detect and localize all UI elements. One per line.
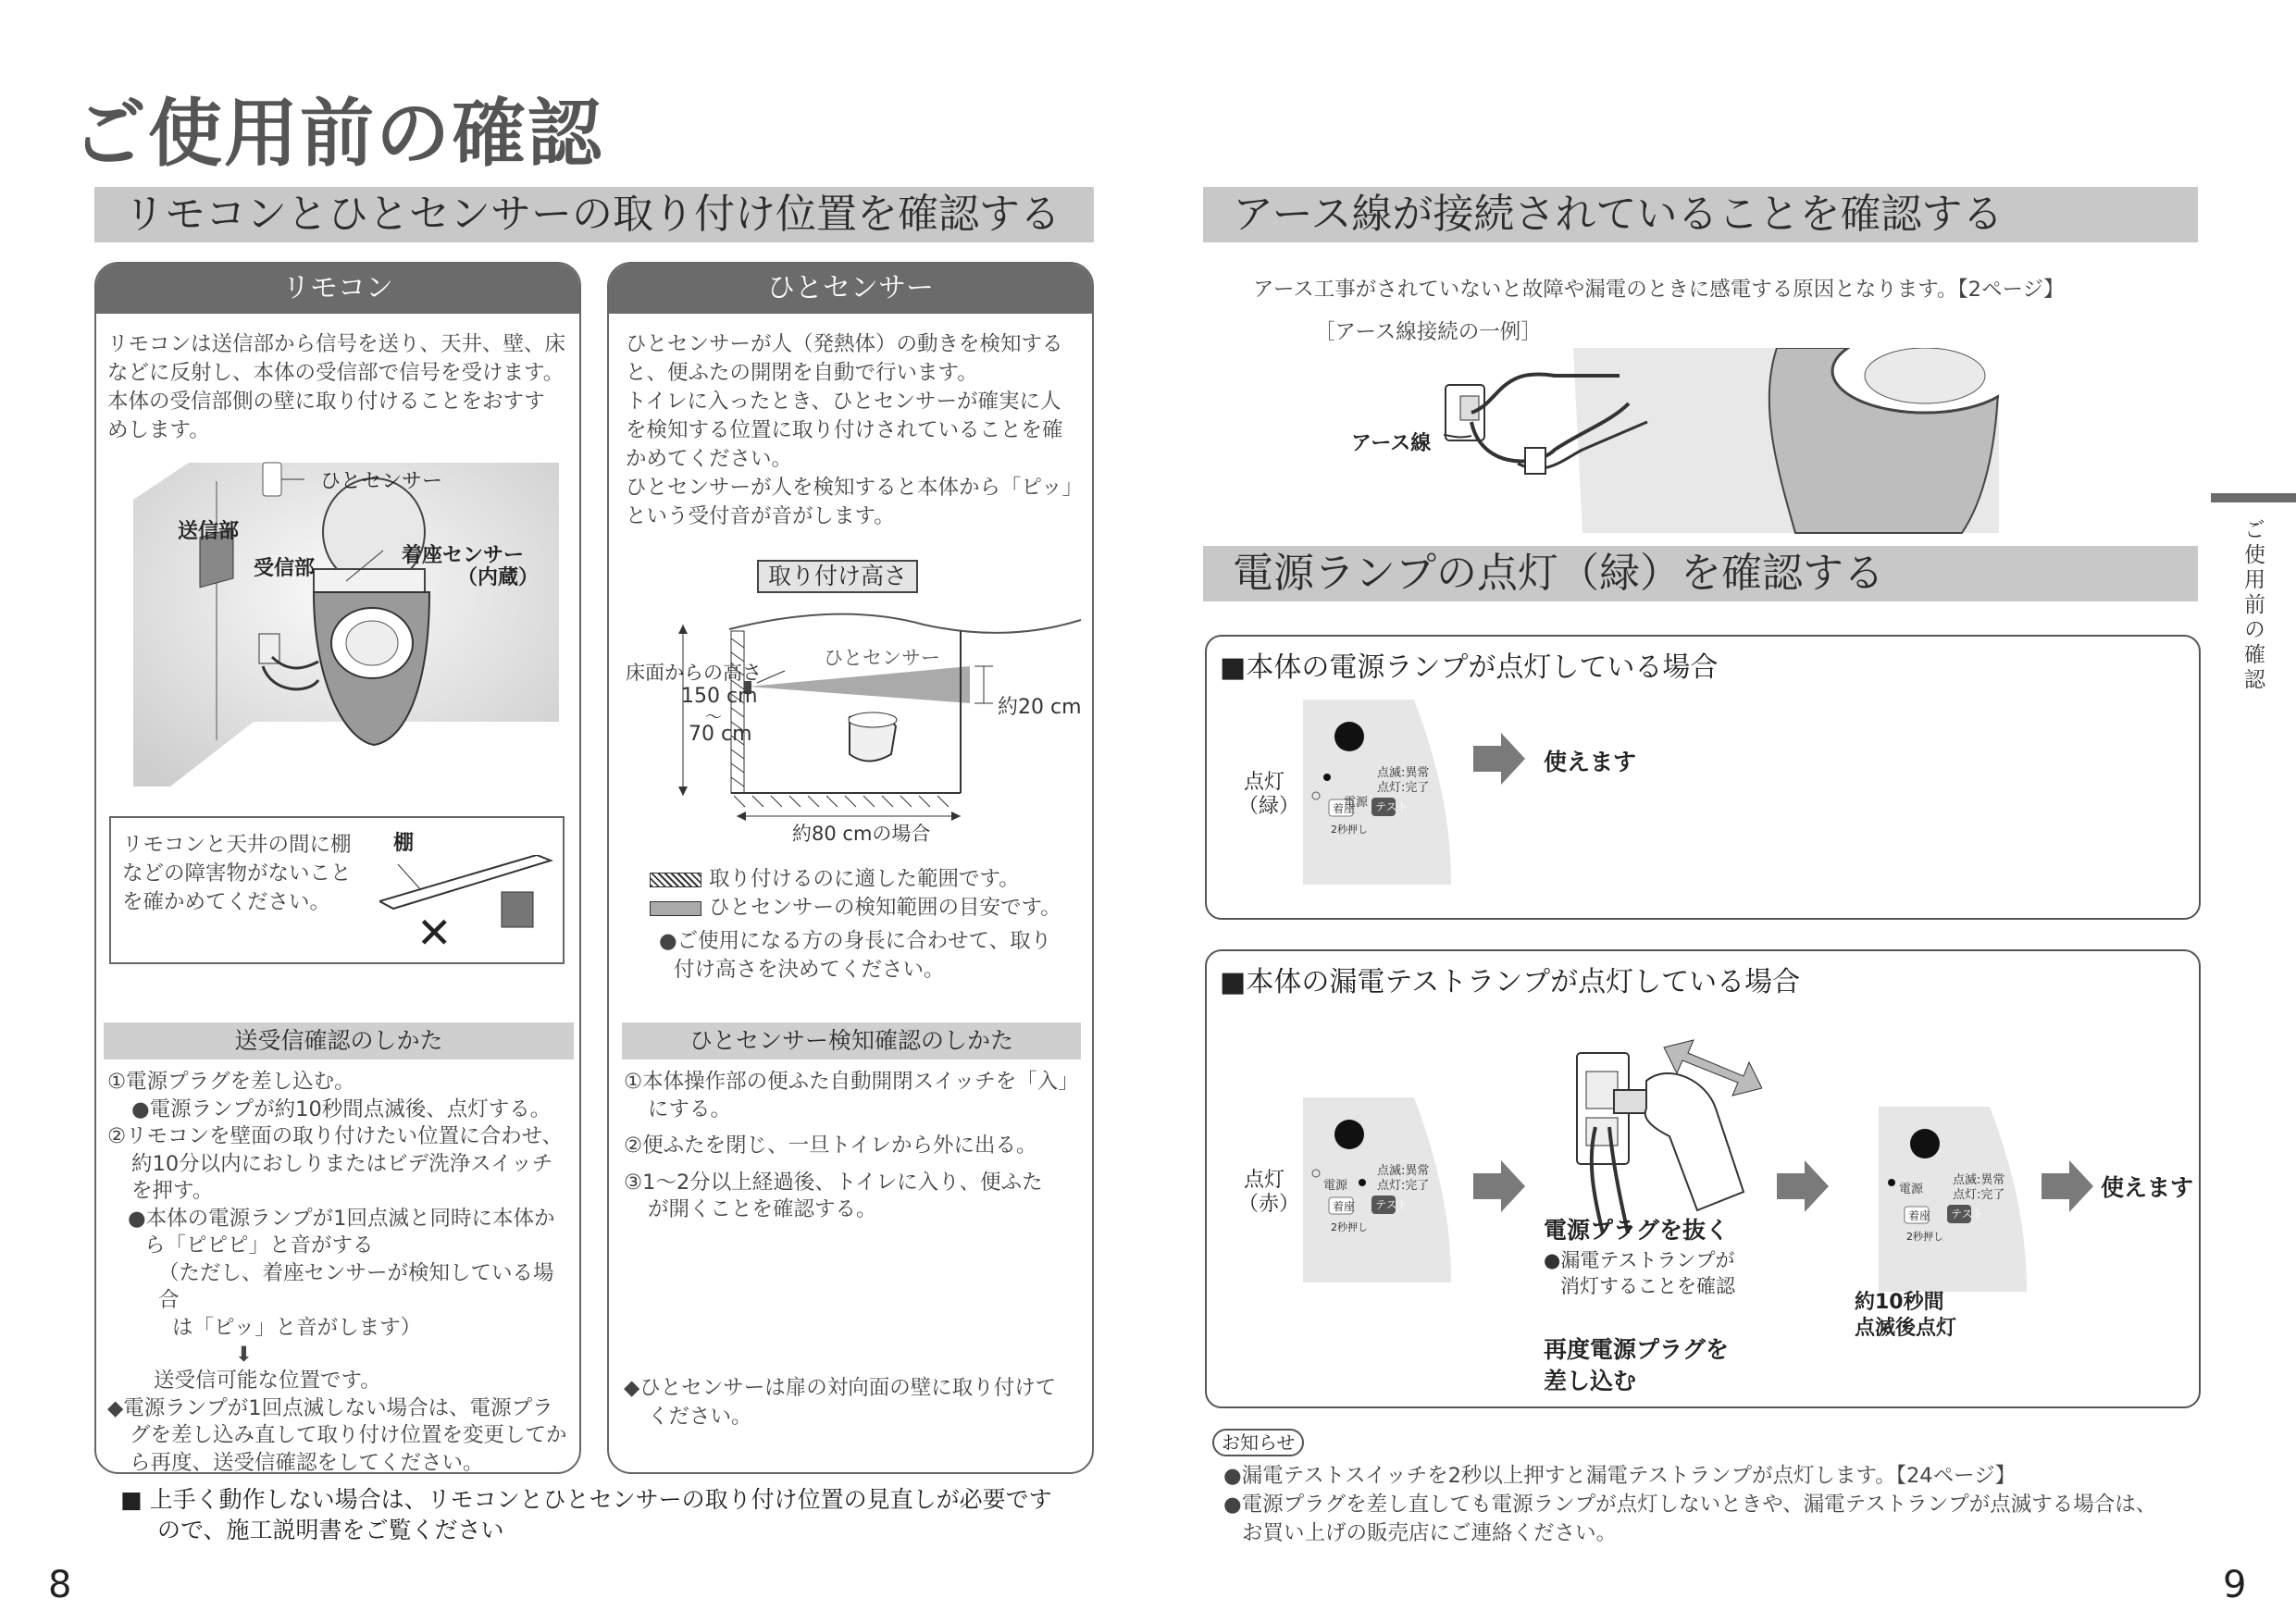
usable-result: 使えます [2101,1174,2194,1201]
legend-text: 取り付けるのに適した範囲です。 [709,867,1020,891]
panel-seat: 着座 [1333,1200,1356,1213]
earth-example-label: ［アース線接続の一例］ [1314,320,1542,344]
panel-abnormal: 点滅:異常 [1377,766,1430,780]
note-line: を確かめてください。 [122,890,331,914]
usable-result: 使えます [1544,749,1637,775]
footer-line: ので、施工説明書をご覧ください [157,1517,504,1543]
height-tilde: 〜 [705,708,722,727]
sensor-label: ひとセンサー [320,470,443,493]
leak-lamp-box-title: ■本体の漏電テストランプが点灯している場合 [1220,966,1801,998]
body-line: ひとセンサーが人を検知すると本体から「ピッ」 [626,476,1084,500]
right-arrow-icon [1473,733,1525,785]
panel-test: テスト [1375,1198,1409,1211]
legend-text: ひとセンサーの検知範囲の目安です。 [709,896,1061,920]
panel-abnormal: 点滅:異常 [1953,1173,2005,1187]
range-label: 約20 cm [998,696,1082,719]
svg-text:✕: ✕ [416,908,453,957]
legend-2 [650,894,1061,923]
notice-line: お買い上げの販売店にご連絡ください。 [1242,1521,1618,1545]
blink-label [1855,1290,1956,1342]
body-line: と、便ふたの開閉を自動で行います。 [626,361,978,385]
step-line: ②リモコンを壁面の取り付けたい位置に合わせ、 [107,1124,563,1148]
panel-done: 点灯:完了 [1377,1179,1430,1193]
note-line: ◆ひとセンサーは扉の対向面の壁に取り付けて [624,1376,1057,1400]
panel-abnormal: 点滅:異常 [1377,1164,1430,1178]
panel-done: 点灯:完了 [1377,781,1430,795]
step-line: （ただし、着座センサーが検知している場合 [158,1260,554,1312]
floor-height-label: 床面からの高さ [626,662,762,684]
panel-done: 点灯:完了 [1953,1188,2005,1202]
legend-1 [650,865,1020,894]
down-arrow-icon: ⬇ [235,1343,253,1367]
power-lamp-box-title: ■本体の電源ランプが点灯している場合 [1220,651,1719,684]
right-arrow-icon [1777,1160,1829,1212]
notice-line: ●電源プラグを差し直しても電源ランプが点灯しないときや、漏電テストランプが点滅する場合は、 [1223,1493,2157,1517]
body-line: を検知する位置に取り付けされていることを確 [626,418,1063,442]
height-high: 150 cm [681,685,758,708]
page-number-right: 9 [2223,1564,2247,1606]
note-line: ●漏電テストランプが [1544,1249,1735,1271]
step-line: ◆電源ランプが1回点滅しない場合は、電源プラ [107,1395,553,1420]
lit-green-label-sub: （緑） [1238,795,1300,818]
note-line: ください。 [648,1405,752,1429]
earth-section-title: アース線が接続されていることを確認する [1203,187,2198,242]
shelf-label: 棚 [393,832,415,855]
note-line: リモコンと天井の間に棚 [122,833,352,857]
mount-height-title: 取り付け高さ [757,560,918,593]
step-line: 送受信可能な位置です。 [154,1369,381,1393]
page-title: ご使用前の確認 [72,91,603,177]
panel-seat: 着座 [1908,1209,1931,1222]
body-line: ひとセンサーが人（発熱体）の動きを検知する [626,332,1063,356]
panel-hold: 2秒押し [1331,1221,1368,1233]
body-line: めします。 [107,418,210,442]
panel-power: 電源 [1899,1183,1924,1196]
left-section-title: リモコンとひとセンサーの取り付け位置を確認する [94,187,1094,242]
sensor-check-title: ひとセンサー検知確認のしかた [622,1022,1081,1059]
shelf-illustration [379,855,565,957]
panel-power: 電源 [1323,1179,1348,1193]
range-legend-icon [650,901,701,916]
remote-card-header: リモコン [96,264,579,314]
body-line: トイレに入ったとき、ひとセンサーが確実に人 [626,390,1061,414]
obstacle-note-box [109,816,565,964]
sensor-diagram-label: ひとセンサー [824,647,940,669]
panel-hold: 2秒押し [1331,824,1368,836]
sensor-mount-note [624,1374,1056,1431]
step-line: ③1〜2分以上経過後、トイレに入り、便ふた [624,1170,1043,1195]
note-line: 付け高さを決めてください。 [674,958,945,982]
step-line: ●本体の電源ランプが1回点滅と同時に本体か [128,1206,555,1231]
sensor-card-header: ひとセンサー [609,264,1092,314]
panel-seat: 着座 [1333,802,1356,815]
mount-height-diagram [618,601,1090,842]
earth-wire-label: アース線 [1351,432,1432,455]
unplug-illustration [1558,1025,1762,1238]
body-line: という受付音が音がします。 [626,504,895,528]
step-line: は「ピッ」と音がします） [172,1315,422,1340]
blink-line: 点滅後点灯 [1855,1317,1957,1340]
lit-green-label: 点灯 [1244,771,1285,794]
transmit-check-title: 送受信確認のしかた [104,1022,574,1059]
sensor-card [607,262,1094,1474]
earth-warning-text: アース工事がされていないと故障や漏電のときに感電する原因となります。【2ページ】 [1253,278,2065,302]
replug-line: 差し込む [1544,1368,1637,1394]
replug-label [1544,1334,1729,1397]
panel-test: テスト [1375,800,1409,813]
step-line: を押す。 [131,1179,214,1203]
seat-sensor-label: 着座センサー [402,544,525,567]
sensor-card-body [609,314,1092,531]
left-footer-note [120,1484,1052,1545]
step-line: ●電源ランプが約10秒間点滅後、点灯する。 [131,1096,552,1121]
step-line: ①本体操作部の便ふた自動開閉スイッチを「入」 [624,1070,1079,1094]
footer-line: ■ 上手く動作しない場合は、リモコンとひとセンサーの取り付け位置の見直しが必要です [120,1486,1052,1513]
blink-line: 約10秒間 [1855,1291,1944,1314]
note-line: などの障害物がないこと [122,861,352,886]
remote-card-body [96,314,579,445]
lit-red-label: 点灯 [1244,1169,1285,1192]
panel-hold: 2秒押し [1906,1231,1943,1243]
step-line: ②便ふたを閉じ、一旦トイレから外に出る。 [624,1134,1037,1158]
height-low: 70 cm [689,723,752,746]
power-lamp-box [1205,635,2201,920]
step-line: ら「ピピピ」と音がする [144,1233,374,1258]
lamp-section-title: 電源ランプの点灯（緑）を確認する [1203,546,2198,601]
leak-lamp-box [1205,949,2201,1408]
step-line: 約10分以内におしりまたはビデ洗浄スイッチ [131,1151,553,1176]
body-line: などに反射し、本体の受信部で信号を受けます。 [107,361,565,385]
side-tab-bar [2211,493,2296,502]
transmit-check-steps [107,1069,570,1474]
body-line: リモコンは送信部から信号を送り、天井、壁、床 [107,332,566,356]
earth-wire-illustration [1444,348,1999,542]
unplug-label: 電源プラグを抜く [1544,1217,1730,1244]
notice-list [1223,1462,2156,1548]
note-line: 消灯することを確認 [1560,1275,1735,1297]
page-number-left: 8 [48,1564,72,1606]
notice-label: お知らせ [1212,1429,1304,1456]
side-tab-label: ご使用前の確認 [2240,518,2265,693]
lit-red-label-sub: （赤） [1238,1193,1300,1216]
width-label: 約80 cmの場合 [792,823,931,845]
unplug-note [1544,1247,1735,1299]
seat-sensor-note: （内蔵） [457,566,540,589]
panel-test: テスト [1951,1208,1984,1220]
step-line: ら再度、送受信確認をしてください。 [130,1450,484,1474]
right-arrow-icon [2042,1160,2093,1212]
receiver-label: 受信部 [254,557,316,580]
step-line: にする。 [648,1096,732,1121]
transmitter-label: 送信部 [178,520,240,543]
remote-card [94,262,581,1474]
legend-note [659,927,1051,985]
sensor-check-steps [624,1069,1086,1224]
step-line: ①電源プラグを差し込む。 [107,1070,355,1094]
step-line: が開くことを確認する。 [648,1197,877,1221]
note-line: ●ご使用になる方の身長に合わせて、取り [659,929,1052,953]
body-line: かめてください。 [626,447,793,471]
toilet-room-illustration [133,444,559,787]
hatch-legend-icon [650,873,701,887]
panel-power: 電源 [1344,796,1369,810]
replug-line: 再度電源プラグを [1544,1336,1730,1363]
body-line: 本体の受信部側の壁に取り付けることをおすす [107,390,545,414]
notice-line: ●漏電テストスイッチを2秒以上押すと漏電テストランプが点灯します。【24ページ】 [1223,1464,2017,1488]
right-arrow-icon [1473,1160,1525,1212]
step-line: グを差し込み直して取り付け位置を変更してか [130,1423,567,1447]
